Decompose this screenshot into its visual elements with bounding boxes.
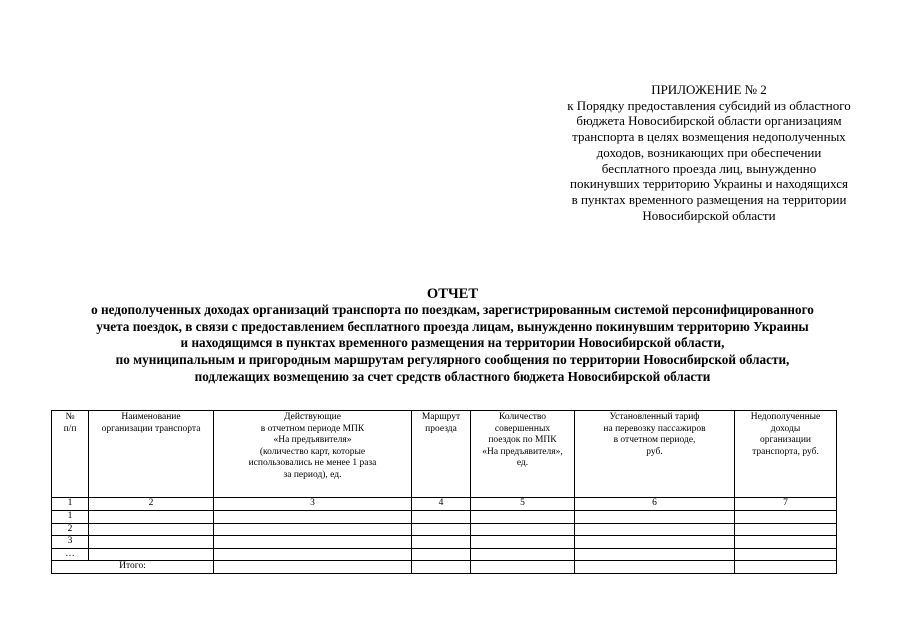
table-cell: [214, 561, 412, 574]
header-route: Маршрут проезда: [412, 411, 471, 498]
report-description-line: о недополученных доходах организаций транспорта по поездкам, зарегистрированным системой персонифицированного: [91, 302, 814, 317]
column-number: 1: [52, 498, 89, 511]
appendix-line: транспорта в целях возмещения недополученных: [572, 129, 846, 145]
table-cell: [735, 548, 837, 561]
appendix-line: бюджета Новосибирской области организациям: [576, 113, 842, 129]
table-cell: [412, 548, 471, 561]
column-number: 5: [471, 498, 575, 511]
table-cell: [412, 536, 471, 549]
table-row: [52, 536, 837, 549]
appendix-block: [530, 82, 888, 223]
table-cell: [735, 511, 837, 524]
column-number: 3: [214, 498, 412, 511]
column-number-row: [52, 498, 837, 511]
table-cell: [214, 536, 412, 549]
column-number: 2: [89, 498, 214, 511]
report-description-line: по муниципальным и пригородным маршрутам регулярного сообщения по территории Новосибирской области,: [115, 352, 790, 368]
report-description-line: учета поездок, в связи с предоставлением бесплатного проезда лицам, вынужденно покинувшим территорию Украины: [96, 318, 809, 334]
appendix-line: покинувших территорию Украины и находящихся: [570, 176, 848, 192]
total-row: [52, 561, 837, 574]
report-title: ОТЧЕТ: [426, 286, 479, 302]
table-cell: [412, 523, 471, 536]
table-cell: [89, 523, 214, 536]
report-description-line: и находящимся в пунктах временного размещения на территории Новосибирской области,: [180, 335, 725, 351]
table-cell: [89, 536, 214, 549]
appendix-line: в пунктах временного размещения на территории: [571, 191, 847, 207]
table-cell: [575, 561, 735, 574]
appendix-title: ПРИЛОЖЕНИЕ № 2: [651, 82, 767, 97]
header-number: № п/п: [52, 411, 89, 498]
table-cell: [735, 523, 837, 536]
row-number: 1: [52, 511, 89, 524]
header-cards-count: Действующие в отчетном периоде МПК «На предъявителя» (количество карт, которые использовались не менее 1 раза за период), ед.: [214, 411, 412, 498]
table-cell: [471, 536, 575, 549]
header-tariff: Установленный тариф на перевозку пассажиров в отчетном периоде, руб.: [575, 411, 735, 498]
table-cell: [471, 523, 575, 536]
table-cell: [471, 548, 575, 561]
report-table: [51, 410, 837, 574]
table-cell: [89, 548, 214, 561]
report-description-line: подлежащих возмещению за счет средств областного бюджета Новосибирской области: [194, 368, 711, 384]
table-cell: [575, 523, 735, 536]
row-number: 2: [52, 523, 89, 536]
table-cell: [735, 561, 837, 574]
appendix-line: бесплатного проезда лиц, вынужденно: [601, 160, 817, 176]
table-cell: [735, 536, 837, 549]
table-cell: [412, 511, 471, 524]
appendix-line: Новосибирской области: [642, 207, 776, 223]
column-number: 4: [412, 498, 471, 511]
table-cell: [471, 511, 575, 524]
table-cell: [412, 561, 471, 574]
table-header-row: [52, 411, 837, 498]
header-trips-count: Количество совершенных поездок по МПК «На предъявителя», ед.: [471, 411, 575, 498]
header-organization: Наименование организации транспорта: [89, 411, 214, 498]
table-cell: [575, 511, 735, 524]
total-label: Итого:: [52, 561, 214, 574]
row-number: …: [52, 548, 89, 561]
header-lost-income: Недополученные доходы организации транспорта, руб.: [735, 411, 837, 498]
report-description: [0, 302, 905, 386]
table-cell: [575, 548, 735, 561]
column-number: 6: [575, 498, 735, 511]
appendix-line: к Порядку предоставления субсидий из областного: [567, 97, 851, 113]
table-cell: [575, 536, 735, 549]
table-cell: [471, 561, 575, 574]
table-row: [52, 548, 837, 561]
table-cell: [214, 511, 412, 524]
row-number: 3: [52, 536, 89, 549]
table-row: [52, 511, 837, 524]
table-cell: [89, 511, 214, 524]
column-number: 7: [735, 498, 837, 511]
appendix-line: доходов, возникающих при обеспечении: [596, 144, 822, 160]
table-cell: [214, 548, 412, 561]
table-cell: [214, 523, 412, 536]
table-row: [52, 523, 837, 536]
